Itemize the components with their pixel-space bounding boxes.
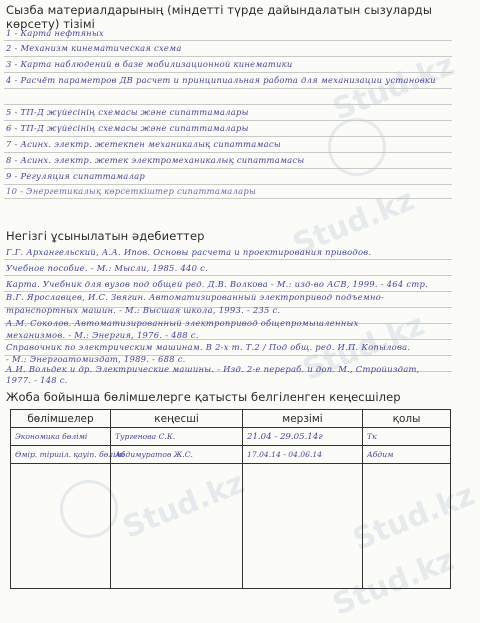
- ruled-line: [4, 184, 452, 185]
- watermark: Stud.kz: [328, 47, 460, 128]
- header-period: мерзімі: [243, 410, 363, 428]
- material-item: 5 - ТП-Д жүйесінің схемасы және сипаттамалары: [6, 107, 249, 117]
- literature-item: механизмов. - М.: Энергия, 1976. - 488 с.: [6, 330, 199, 340]
- literature-item: Учебное пособие. - М.: Мысли, 1985. 440 с.: [6, 263, 208, 273]
- ruled-line: [4, 198, 452, 199]
- material-item: 3 - Карта наблюдений в базе мобилизационной кинематики: [6, 59, 293, 69]
- ruled-line: [4, 152, 452, 153]
- cell-signature: Тк: [363, 428, 451, 446]
- cell-consultant: Тургенова С.К.: [111, 428, 243, 446]
- literature-item: - М.: Энергоатомиздат, 1989. - 688 с.: [6, 354, 186, 364]
- cell-period: 21.04 - 29.05.14г: [243, 428, 363, 446]
- materials-title: Сызба материалдарының (міндетті түрде дайындалатын сызуларды көрсету) тізімі: [6, 3, 433, 31]
- table-row: [11, 446, 451, 464]
- watermark: Stud.kz: [288, 182, 420, 263]
- literature-item: 1977. - 148 с.: [6, 375, 68, 385]
- ruled-line: [4, 56, 452, 57]
- cell-section: Өмір. тіршіл. қауіп. бөлімі: [11, 446, 111, 464]
- ruled-line: [4, 136, 452, 137]
- literature-item: Г.Г. Архангельский, А.А. Ипов. Основы расчета и проектирования приводов.: [6, 247, 372, 257]
- ruled-line: [4, 259, 452, 260]
- cell-period: 17.04.14 - 04.06.14: [243, 446, 363, 464]
- material-item: 1 - Карта нефтяных: [6, 28, 104, 38]
- cell-empty: [243, 464, 363, 589]
- table-row-empty: [11, 464, 451, 589]
- ruled-line: [4, 275, 452, 276]
- table-header-row: [11, 410, 451, 428]
- material-item: 8 - Асинх. электр. жетек электромеханикалық сипаттамасы: [6, 155, 305, 165]
- ruled-line: [4, 104, 452, 105]
- cell-empty: [11, 464, 111, 589]
- table-row: [11, 428, 451, 446]
- cell-consultant: Абдимуратов Ж.С.: [111, 446, 243, 464]
- material-item: 2 - Механизм кинематическая схема: [6, 43, 182, 53]
- literature-item: транспортных машин. - М.: Высшая школа, 1993. - 235 с.: [6, 305, 281, 315]
- material-item: 6 - ТП-Д жүйесінің схемасы және сипаттамалары: [6, 123, 249, 133]
- literature-item: А.И. Вольдек и др. Электрические машины. - Изд. 2-е перераб. и доп. М., Стройиздат,: [6, 364, 420, 374]
- literature-item: Карта. Учебник для вузов под общей ред. Д.В. Волкова - М.: изд-во АСВ, 1999. - 464 стр.: [6, 279, 428, 289]
- header-consultant: кеңесші: [111, 410, 243, 428]
- header-signature: қолы: [363, 410, 451, 428]
- consultants-title: Жоба бойынша бөлімшелерге қатысты белгіленген кеңесшілер: [6, 390, 401, 404]
- cell-empty: [363, 464, 451, 589]
- cell-empty: [111, 464, 243, 589]
- watermark: Stud.kz: [348, 477, 480, 558]
- ruled-line: [4, 168, 452, 169]
- watermark: Stud.kz: [328, 542, 460, 623]
- literature-item: А.М. Соколов. Автоматизированный электропривод общепромышленных: [6, 318, 359, 328]
- literature-title: Негізгі ұсынылатын әдебиеттер: [6, 229, 205, 243]
- material-item: 7 - Асинх. электр. жетекпен механикалық сипаттамасы: [6, 139, 281, 149]
- material-item: 9 - Регуляция сипаттамалар: [6, 171, 145, 181]
- literature-item: Справочник по электрическим машинам. В 2-х т. Т.2 / Под общ. ред. И.П. Копылова.: [6, 342, 411, 352]
- ruled-line: [4, 120, 452, 121]
- literature-item: В.Г. Ярославцев, И.С. Звягин. Автоматизированный электропривод подъемно-: [6, 292, 385, 302]
- ruled-line: [4, 40, 452, 41]
- consultants-table: [10, 409, 451, 589]
- material-item: 10 - Энергетикалық көрсеткіштер сипаттамалары: [6, 186, 257, 196]
- cell-signature: Абдим: [363, 446, 451, 464]
- watermark: Stud.kz: [298, 307, 430, 388]
- cell-section: Экономика бөлімі: [11, 428, 111, 446]
- header-section: бөлімшелер: [11, 410, 111, 428]
- material-item: 4 - Расчёт параметров ДВ расчет и принципиальная работа для механизации установки: [6, 75, 436, 85]
- watermark: Stud.kz: [118, 465, 250, 546]
